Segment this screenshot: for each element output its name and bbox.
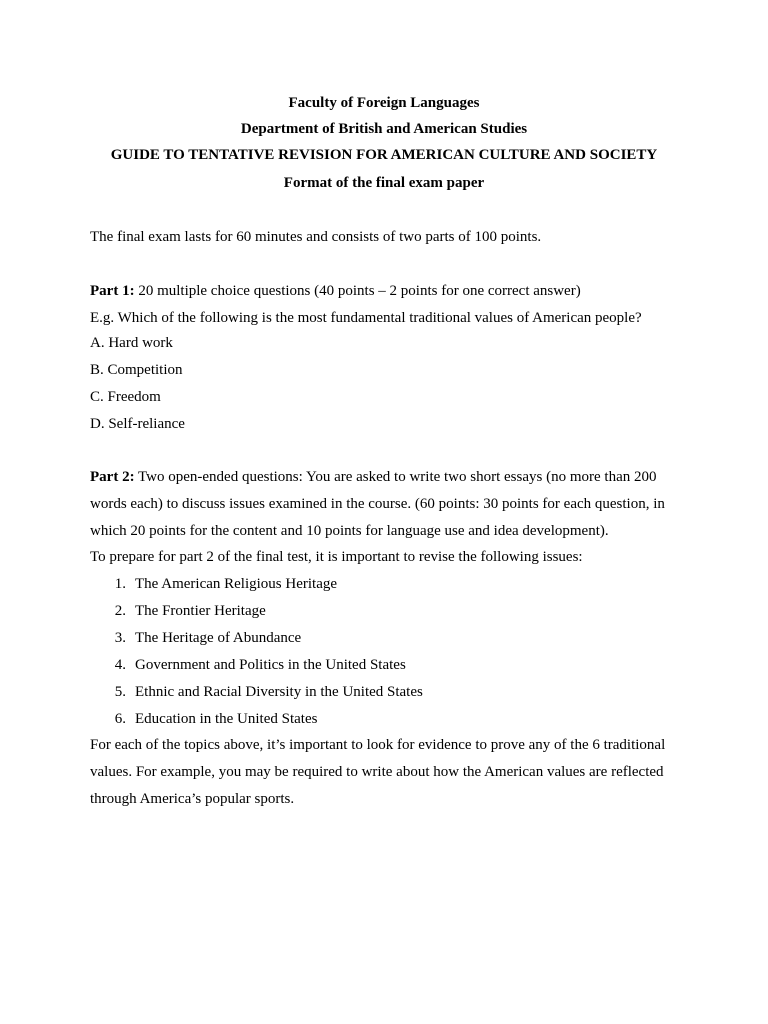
guide-title: GUIDE TO TENTATIVE REVISION FOR AMERICAN CULTURE AND SOCIETY [110,147,658,163]
part1-text: 20 multiple choice questions (40 points – 2 points for one correct answer) [134,283,581,299]
part2-paragraph [90,464,680,545]
closing-paragraph: For each of the topics above, it’s important to look for evidence to prove any of the 6 traditional values. For example, you may be required to write about how the American values are reflected through America’s popular sports. [90,737,666,807]
intro-paragraph: The final exam lasts for 60 minutes and consists of two parts of 100 points. [90,229,542,245]
issue-text: The Heritage of Abundance [135,630,302,646]
issue-text: The American Religious Heritage [135,576,338,592]
faculty-heading: Faculty of Foreign Languages [288,95,480,111]
option-b: B. Competition [90,362,183,378]
issue-text: The Frontier Heritage [135,603,266,619]
format-title: Format of the final exam paper [283,175,485,191]
issue-text: Government and Politics in the United States [135,657,406,673]
part2-prepare: To prepare for part 2 of the final test, it is important to revise the following issues: [90,549,583,565]
issue-number: 2. [114,603,126,619]
issue-text: Education in the United States [135,711,318,727]
part2-text: Two open-ended questions: You are asked to write two short essays (no more than 200 words each) to discuss issues examined in the course. (60 points: 30 points for each question, in which 20 points for the content and 10 points for language use and idea development). [90,469,665,539]
issue-number: 3. [114,630,126,646]
option-c: C. Freedom [90,389,161,405]
part1-paragraph [90,282,581,300]
option-a: A. Hard work [90,335,173,351]
issue-number: 5. [114,684,126,700]
part2-label: Part 2: [90,469,135,485]
issue-number: 6. [114,711,126,727]
option-d: D. Self-reliance [90,416,185,432]
department-heading: Department of British and American Studies [240,121,528,137]
issue-number: 1. [114,576,126,592]
issue-text: Ethnic and Racial Diversity in the United States [135,684,423,700]
part1-label: Part 1: [90,283,135,299]
issue-number: 4. [114,657,126,673]
part1-example: E.g. Which of the following is the most fundamental traditional values of American people? [90,310,642,326]
